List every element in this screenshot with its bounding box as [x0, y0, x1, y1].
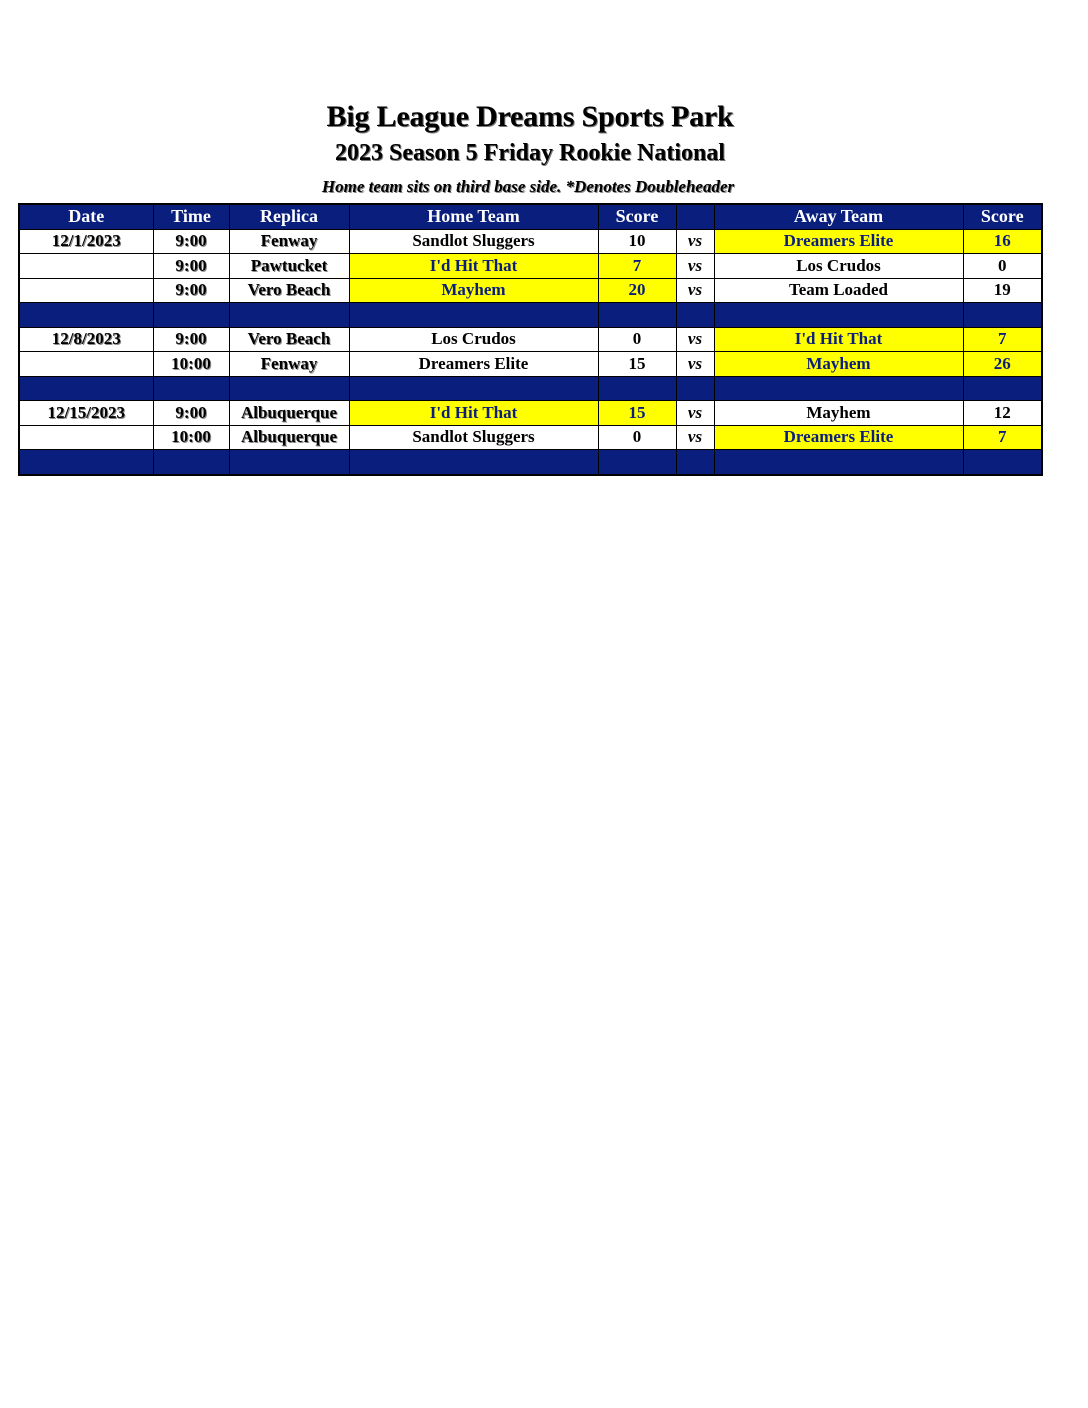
home-team: Sandlot Sluggers	[349, 229, 598, 254]
home-team: Sandlot Sluggers	[349, 425, 598, 450]
home-score: 15	[598, 352, 676, 377]
game-replica: Pawtucket	[229, 254, 349, 279]
schedule-table	[18, 203, 1043, 476]
game-date	[19, 352, 153, 377]
table-row	[19, 352, 1042, 377]
table-row	[19, 229, 1042, 254]
game-date: 12/15/2023	[19, 401, 153, 426]
separator-row	[19, 450, 1042, 475]
game-replica: Vero Beach	[229, 327, 349, 352]
game-time: 10:00	[153, 425, 229, 450]
header-replica: Replica	[229, 204, 349, 229]
vs-label: vs	[676, 425, 714, 450]
separator-row	[19, 303, 1042, 328]
header-away-score: Score	[963, 204, 1042, 229]
schedule-note: Home team sits on third base side. *Denotes Doubleheader	[321, 177, 735, 196]
table-row	[19, 401, 1042, 426]
away-team: Dreamers Elite	[714, 229, 963, 254]
away-score: 7	[963, 425, 1042, 450]
away-team: Mayhem	[714, 401, 963, 426]
game-date	[19, 254, 153, 279]
away-team: Dreamers Elite	[714, 425, 963, 450]
game-time: 9:00	[153, 229, 229, 254]
vs-label: vs	[676, 229, 714, 254]
game-time: 9:00	[153, 254, 229, 279]
away-team: Mayhem	[714, 352, 963, 377]
away-score: 16	[963, 229, 1042, 254]
away-team: I'd Hit That	[714, 327, 963, 352]
away-team: Team Loaded	[714, 278, 963, 303]
header-away-team: Away Team	[714, 204, 963, 229]
home-team: I'd Hit That	[349, 254, 598, 279]
game-time: 9:00	[153, 401, 229, 426]
header-row	[19, 204, 1042, 229]
table-row	[19, 254, 1042, 279]
game-time: 10:00	[153, 352, 229, 377]
away-score: 12	[963, 401, 1042, 426]
away-score: 0	[963, 254, 1042, 279]
game-replica: Fenway	[229, 352, 349, 377]
game-date	[19, 425, 153, 450]
game-replica: Vero Beach	[229, 278, 349, 303]
header-date: Date	[19, 204, 153, 229]
home-team: Los Crudos	[349, 327, 598, 352]
game-replica: Albuquerque	[229, 425, 349, 450]
home-team: Mayhem	[349, 278, 598, 303]
game-replica: Albuquerque	[229, 401, 349, 426]
game-replica: Fenway	[229, 229, 349, 254]
table-row	[19, 278, 1042, 303]
home-score: 20	[598, 278, 676, 303]
away-score: 26	[963, 352, 1042, 377]
home-score: 7	[598, 254, 676, 279]
page-subtitle: 2023 Season 5 Friday Rookie National	[334, 140, 726, 166]
vs-label: vs	[676, 352, 714, 377]
home-score: 0	[598, 327, 676, 352]
game-time: 9:00	[153, 278, 229, 303]
separator-row	[19, 376, 1042, 401]
home-score: 15	[598, 401, 676, 426]
home-score: 0	[598, 425, 676, 450]
away-score: 19	[963, 278, 1042, 303]
away-team: Los Crudos	[714, 254, 963, 279]
home-score: 10	[598, 229, 676, 254]
home-team: Dreamers Elite	[349, 352, 598, 377]
game-date: 12/8/2023	[19, 327, 153, 352]
game-date	[19, 278, 153, 303]
table-row	[19, 425, 1042, 450]
table-row	[19, 327, 1042, 352]
vs-label: vs	[676, 254, 714, 279]
header-vs	[676, 204, 714, 229]
page-title: Big League Dreams Sports Park	[326, 100, 734, 133]
vs-label: vs	[676, 278, 714, 303]
game-date: 12/1/2023	[19, 229, 153, 254]
home-team: I'd Hit That	[349, 401, 598, 426]
header-home-score: Score	[598, 204, 676, 229]
header-home-team: Home Team	[349, 204, 598, 229]
vs-label: vs	[676, 327, 714, 352]
game-time: 9:00	[153, 327, 229, 352]
vs-label: vs	[676, 401, 714, 426]
header-time: Time	[153, 204, 229, 229]
away-score: 7	[963, 327, 1042, 352]
